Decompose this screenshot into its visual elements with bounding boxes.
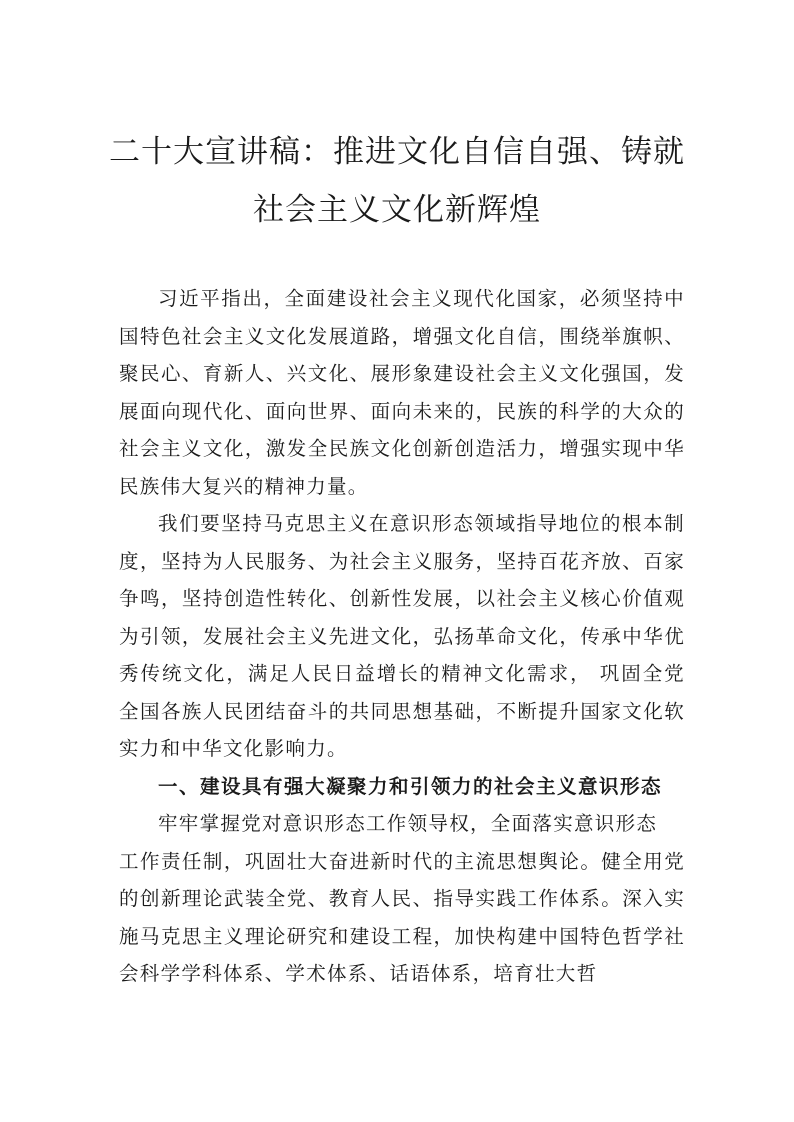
document-title-line2: 社会主义文化新辉煌 — [253, 192, 541, 228]
paragraph-3-first-line: 牢牢掌握党对意识形态工作领导权，全面落实意识形态 — [158, 812, 658, 835]
paragraph-1: 习近平指出，全面建设社会主义现代化国家，必须坚持中国特色社会主义文化发展道路，增强文化自信，围绕举旗帜、聚民心、育新人、兴文化、展形象建设社会主义文化强国，发展面向现代化、面向世界、面向未来的，民族的科学的大众的社会主义文化，激发全民族文化创新创造活力，增强实现中华民族伟大复兴的精神力量。 — [119, 287, 685, 498]
paragraph-3-continuation: 工作责任制，巩固壮大奋进新时代的主流思想舆论。健全用党的创新理论武装全党、教育人民、指导实践工作体系。深入实施马克思主义理论研究和建设工程，加快构建中国特色哲学社会科学学科体系、学术体系、话语体系，培育壮大哲 — [119, 849, 685, 985]
section-heading-1: 一、建设具有强大凝聚力和引领力的社会主义意识形态 — [158, 774, 663, 798]
document-title-line1: 二十大宣讲稿：推进文化自信自强、铸就 — [109, 134, 685, 170]
paragraph-3 — [119, 805, 685, 993]
document-body — [119, 280, 685, 993]
paragraph-2: 我们要坚持马克思主义在意识形态领域指导地位的根本制度，坚持为人民服务、为社会主义服务，坚持百花齐放、百家争鸣，坚持创造性转化、创新性发展，以社会主义核心价值观为引领，发展社会主义先进文化，弘扬革命文化，传承中华优秀传统文化，满足人民日益增长的精神文化需求， 巩固全党全国各族人民团结奋斗的共同思想基础，不断提升国家文化软实力和中华文化影响力。 — [119, 512, 685, 760]
